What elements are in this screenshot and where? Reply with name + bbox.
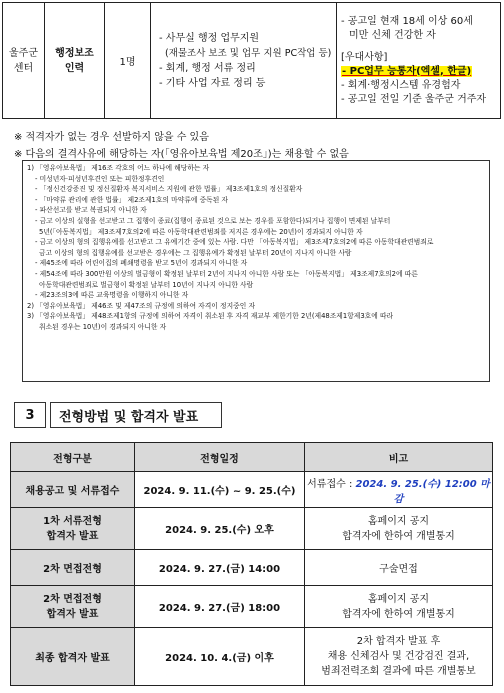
disq-line: - 제54조에 따라 300만원 이상의 벌금형이 확정된 날부터 2년이 지나지 아니한 사람 또는 「아동복지법」 제3조제7호의2에 따른 xyxy=(35,269,418,278)
table-row xyxy=(11,472,493,508)
org-cell: 울주군 센터 xyxy=(3,3,45,119)
note-cell: 홈페이지 공지 합격자에 한하여 개별통지 xyxy=(305,508,493,550)
disq-line: - 제45조에 따라 어린이집의 폐쇄명령을 받고 5년이 경과되지 아니한 자 xyxy=(35,259,248,268)
schedule-header-row xyxy=(11,443,493,472)
disq-line: - 파산선고를 받고 복권되지 아니한 자 xyxy=(35,206,147,215)
pref-item: - PC업무 능통자(엑셀, 한글) xyxy=(342,65,472,77)
table-row xyxy=(11,586,493,628)
req-age-cont: 미만 신체 건강한 자 xyxy=(349,29,436,41)
note-line: ※ 다음의 결격사유에 해당하는 자(「영유아보육법 제20조」)는 채용할 수 없음 xyxy=(14,149,349,160)
disq-line: 1) 「영유아보육법」 제16조 각호의 어느 하나에 해당하는 자 xyxy=(27,164,210,172)
pref-item: - 회계·행정시스템 유경험자 xyxy=(341,79,461,91)
table-row xyxy=(11,550,493,586)
disq-line: 아동학대관련범죄로 벌금형이 확정된 날부터 10년이 지나지 아니한 사람 xyxy=(39,280,254,289)
req-age: - 공고일 현재 18세 이상 60세 xyxy=(341,15,473,27)
note-cell: 서류접수 : 2024. 9. 25.(수) 12:00 마감 xyxy=(305,472,493,508)
date-cell: 2024. 9. 25.(수) 오후 xyxy=(135,508,305,550)
note-line: ※ 적격자가 없는 경우 선발하지 않을 수 있음 xyxy=(14,132,209,143)
disq-line: - 금고 이상의 형의 집행유예를 선고받고 그 유예기간 중에 있는 사람. 다만 「아동복지법」 제3조제7호의2에 따른 아동학대관련범죄로 xyxy=(35,238,434,247)
position-cell: 행정보조 인력 xyxy=(45,3,105,119)
duty-line: - 기타 사업 자료 정리 등 xyxy=(159,77,266,89)
job-table xyxy=(2,2,501,119)
stage-cell: 최종 합격자 발표 xyxy=(11,628,135,686)
count-cell: 1명 xyxy=(105,3,151,119)
stage-cell: 2차 면접전형 합격자 발표 xyxy=(11,586,135,628)
duty-line: - 사무실 행정 업무지원 xyxy=(159,32,260,44)
header-date: 전형일정 xyxy=(135,443,305,472)
duties-cell xyxy=(151,3,337,119)
note-cell: 구술면접 xyxy=(305,550,493,586)
disq-line: - 「마약류 관리에 관한 법률」 제2조제1호의 마약류에 중독된 자 xyxy=(35,195,228,204)
header-stage: 전형구분 xyxy=(11,443,135,472)
disq-line: - 금고 이상의 실형을 선고받고 그 집행이 종료(집행이 종료된 것으로 보는 경우를 포함한다)되거나 집행이 면제된 날부터 xyxy=(35,216,391,225)
stage-cell: 1차 서류전형 합격자 발표 xyxy=(11,508,135,550)
requirements-cell xyxy=(337,3,501,119)
disq-line: 5년(「아동복지법」 제3조제7호의2에 따른 아동학대관련범죄를 저지른 경우에는 20년)이 경과되지 아니한 자 xyxy=(39,227,363,236)
disq-line: - 제23조의3에 따른 교육명령을 이행하지 아니한 자 xyxy=(35,291,189,300)
pref-item: - 공고일 전일 기준 울주군 거주자 xyxy=(341,93,487,105)
disq-line: 취소된 경우는 10년)이 경과되지 아니한 자 xyxy=(39,322,167,331)
disq-line: - 미성년자·피성년후견인 또는 피한정후견인 xyxy=(35,174,165,183)
stage-cell: 2차 면접전형 xyxy=(11,550,135,586)
disqualification-box xyxy=(22,160,490,382)
date-cell: 2024. 9. 27.(금) 14:00 xyxy=(135,550,305,586)
stage-cell: 채용공고 및 서류접수 xyxy=(11,472,135,508)
date-cell: 2024. 10. 4.(금) 이후 xyxy=(135,628,305,686)
date-cell: 2024. 9. 27.(금) 18:00 xyxy=(135,586,305,628)
note-cell: 2차 합격자 발표 후 채용 신체검사 및 건강검진 결과, 범죄전력조회 결과에 따른 개별통보 xyxy=(305,628,493,686)
disq-line: 2) 「영유아보육법」 제46조 및 제47조의 규정에 의하여 자격이 정지중인 자 xyxy=(27,301,256,310)
disq-line: - 「정신건강증진 및 정신질환자 복지서비스 지원에 관한 법률」 제3조제1호의 정신질환자 xyxy=(35,185,303,194)
duty-line: (재물조사 보조 및 업무 지원 PC작업 등) xyxy=(165,47,332,59)
table-row xyxy=(11,508,493,550)
header-note: 비고 xyxy=(305,443,493,472)
duty-line: - 회계, 행정 서류 정리 xyxy=(159,62,256,74)
section-title: 전형방법 및 합격자 발표 xyxy=(50,402,222,428)
schedule-table xyxy=(10,442,493,686)
note-cell: 홈페이지 공지 합격자에 한하여 개별통지 xyxy=(305,586,493,628)
pref-title: [우대사항] xyxy=(341,51,388,63)
disq-line: 금고 이상의 형의 집행유예를 선고받은 경우에는 그 집행유예가 확정된 날부터 20년이 지나지 아니한 사람 xyxy=(39,248,352,257)
table-row xyxy=(11,628,493,686)
section-number: 3 xyxy=(14,402,46,428)
date-cell: 2024. 9. 11.(수) ~ 9. 25.(수) xyxy=(135,472,305,508)
disq-line: 3) 「영유아보육법」 제48조제1항의 규정에 의하여 자격이 취소된 후 자격 재교부 제한기한 2년(제48조제1항제3호에 따라 xyxy=(27,312,394,321)
